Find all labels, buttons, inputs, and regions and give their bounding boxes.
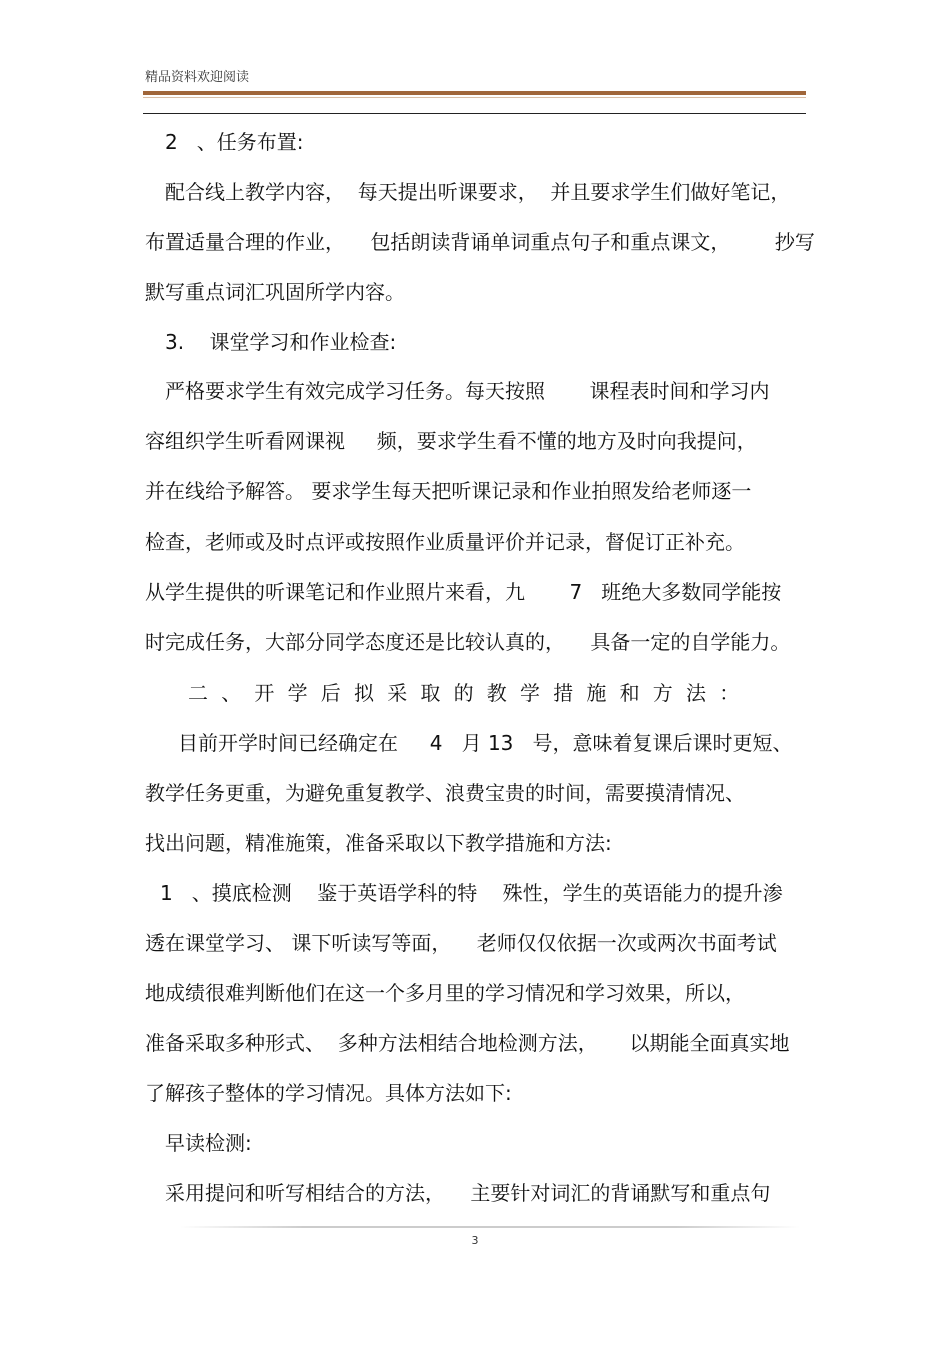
text-line: 透在课堂学习、 课下听读写等面， 老师仅仅依据一次或两次书面考试: [145, 931, 777, 955]
text-line: 从学生提供的听课笔记和作业照片来看，九 7 班绝大多数同学能按: [145, 580, 782, 604]
text-line: 目前开学时间已经确定在 4 月 13 号，意味着复课后课时更短、: [178, 731, 793, 755]
text-line: 了解孩子整体的学习情况。具体方法如下:: [145, 1081, 512, 1105]
text-line: 准备采取多种形式、 多种方法相结合地检测方法， 以期能全面真实地: [145, 1031, 790, 1055]
text-line: 并在线给予解答。 要求学生每天把听课记录和作业拍照发给老师逐一: [145, 479, 752, 503]
text-line: 2 、任务布置:: [165, 130, 304, 154]
footer-rule: [180, 1226, 800, 1228]
section-heading: 二、开学后拟采取的教学措施和方法：: [188, 681, 753, 705]
header-rule-thin: [143, 97, 806, 98]
text-line: 找出问题，精准施策，准备采取以下教学措施和方法:: [145, 831, 612, 855]
text-line: 容组织学生听看网课视 频，要求学生看不懂的地方及时向我提问，: [145, 429, 757, 453]
text-line: 采用提问和听写相结合的方法， 主要针对词汇的背诵默写和重点句: [165, 1181, 771, 1205]
text-line: 3. 课堂学习和作业检查:: [165, 330, 397, 354]
text-line: 布置适量合理的作业， 包括朗读背诵单词重点句子和重点课文， 抄写: [145, 230, 815, 254]
text-line: 严格要求学生有效完成学习任务。每天按照 课程表时间和学习内: [165, 379, 770, 403]
header-rule-brown: [143, 91, 806, 95]
text-line: 教学任务更重，为避免重复教学、浪费宝贵的时间，需要摸清情况、: [145, 781, 745, 805]
text-line: 地成绩很难判断他们在这一个多月里的学习情况和学习效果，所以，: [145, 981, 745, 1005]
text-line: 早读检测:: [165, 1131, 252, 1155]
text-line: 配合线上教学内容， 每天提出听课要求， 并且要求学生们做好笔记，: [165, 180, 791, 204]
text-line: 检查，老师或及时点评或按照作业质量评价并记录，督促订正补充。: [145, 530, 745, 554]
header-rule-black: [143, 113, 806, 114]
text-line: 默写重点词汇巩固所学内容。: [145, 280, 405, 304]
text-line: 1 、摸底检测 鉴于英语学科的特 殊性，学生的英语能力的提升渗: [160, 881, 783, 905]
header-text: 精品资料欢迎阅读: [145, 70, 250, 85]
text-line: 时完成任务，大部分同学态度还是比较认真的， 具备一定的自学能力。: [145, 630, 791, 654]
page-number: 3: [471, 1234, 479, 1247]
